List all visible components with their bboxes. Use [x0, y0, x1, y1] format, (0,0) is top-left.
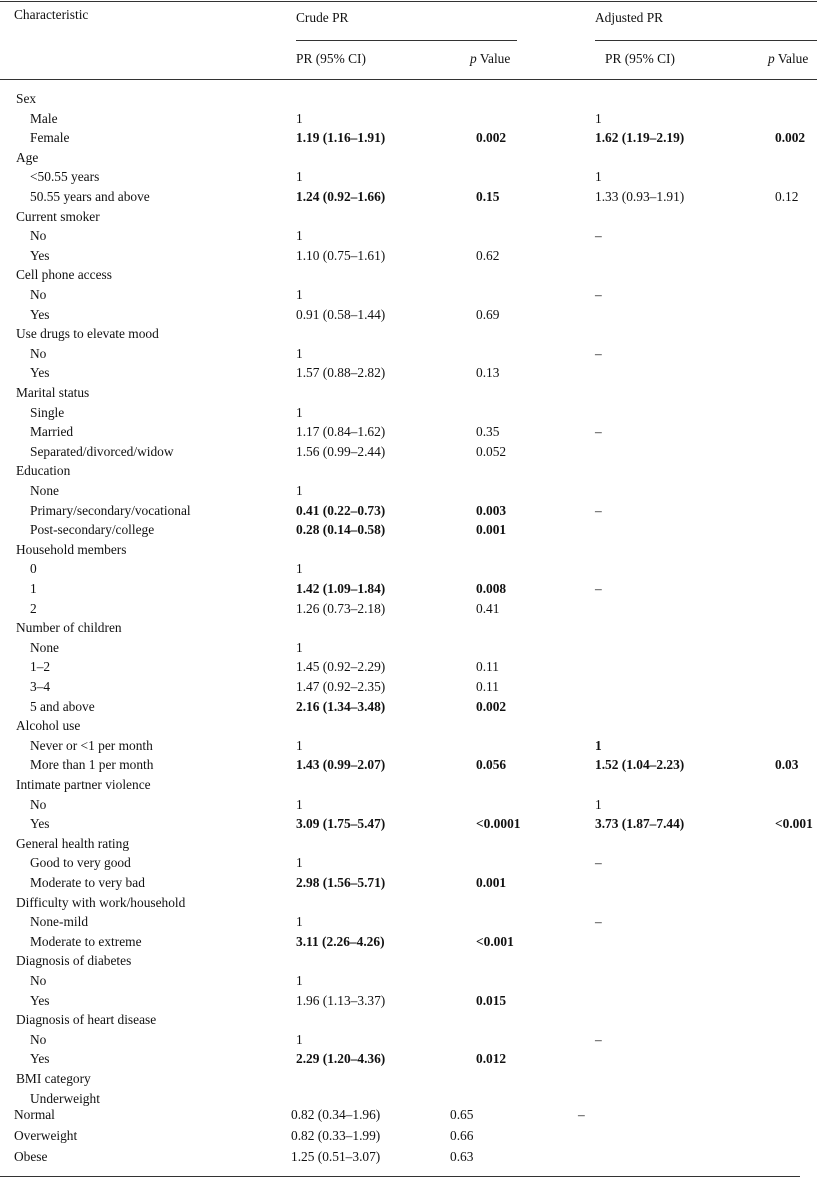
crude-p-cell: 0.11 [476, 679, 499, 694]
adjusted-pr-cell: 1 [595, 737, 602, 753]
row-label: Education [16, 463, 71, 479]
category-row [0, 835, 817, 855]
table-row [0, 188, 817, 208]
table-row [0, 698, 817, 718]
crude-pr-cell: 1.56 (0.99–2.44) [296, 443, 386, 459]
table-row [0, 933, 817, 953]
row-label: Use drugs to elevate mood [16, 326, 159, 342]
crude-pr-cell: 1.42 (1.09–1.84) [296, 581, 386, 596]
crude-p-cell: 0.11 [476, 659, 499, 675]
bmi-row [0, 1106, 817, 1126]
crude-p-cell: 0.052 [476, 443, 507, 459]
table-row [0, 972, 817, 992]
crude-p-cell: 0.001 [476, 875, 507, 890]
adjusted-p-cell: 0.002 [775, 130, 806, 146]
table-row [0, 110, 817, 130]
table-row [0, 502, 817, 522]
crude-pr-cell: 1 [296, 914, 303, 930]
row-label: Good to very good [30, 855, 131, 871]
crude-p-cell: 0.15 [476, 189, 500, 204]
row-label: No [30, 1031, 47, 1047]
table-row [0, 482, 817, 502]
category-row [0, 619, 817, 639]
crude-p-cell: 0.69 [476, 306, 500, 322]
row-label: Age [16, 149, 39, 165]
crude-p-cell: 0.003 [476, 502, 507, 518]
adjusted-pr-cell: 1.52 (1.04–2.23) [595, 757, 685, 773]
header-crude-pr: Crude PR [296, 10, 349, 25]
row-label: Married [30, 424, 74, 440]
crude-subheader-rule [296, 40, 517, 41]
crude-pr-cell: 1.25 (0.51–3.07) [291, 1149, 381, 1164]
table-bottom-rule [0, 1176, 800, 1177]
category-row [0, 384, 817, 404]
crude-pr-cell: 1.96 (1.13–3.37) [296, 992, 386, 1008]
row-label: Never or <1 per month [30, 737, 153, 753]
row-label: None [30, 639, 60, 655]
adjusted-pr-cell: – [595, 1031, 602, 1047]
crude-pr-cell: 0.82 (0.33–1.99) [291, 1128, 381, 1143]
row-label: Alcohol use [16, 718, 81, 734]
table-row [0, 796, 817, 816]
crude-pr-cell: 2.16 (1.34–3.48) [296, 698, 386, 714]
table-row [0, 658, 817, 678]
table-top-rule [0, 1, 817, 2]
table-row [0, 1050, 817, 1070]
table-row [0, 168, 817, 188]
crude-pr-cell: 1 [296, 345, 303, 361]
row-label: No [30, 796, 47, 812]
row-label: 1–2 [30, 659, 51, 675]
adjusted-p-cell: 0.12 [775, 189, 799, 204]
row-label: Yes [30, 992, 50, 1008]
header-value-text: Value [479, 51, 511, 66]
crude-pr-cell: 1 [296, 1031, 303, 1047]
row-label: Normal [14, 1107, 55, 1122]
crude-pr-cell: 1 [296, 561, 303, 577]
row-label: Cell phone access [16, 267, 112, 283]
crude-pr-cell: 1.10 (0.75–1.61) [296, 247, 386, 263]
table-row [0, 443, 817, 463]
category-row [0, 149, 817, 169]
header-p-italic: p [768, 51, 775, 66]
row-label: No [30, 973, 47, 988]
table-row [0, 521, 817, 541]
row-label: Yes [30, 1051, 50, 1067]
crude-pr-cell: 1 [296, 973, 303, 988]
table-row [0, 913, 817, 933]
row-label: Yes [30, 247, 50, 263]
crude-pr-cell: 1 [296, 855, 303, 871]
crude-pr-cell: 1.26 (0.73–2.18) [296, 600, 386, 616]
adjusted-pr-cell: – [595, 345, 602, 361]
row-label: Moderate to extreme [30, 933, 142, 949]
adjusted-pr-cell: – [595, 228, 602, 244]
table-row [0, 423, 817, 443]
row-label: BMI category [16, 1071, 91, 1086]
crude-pr-cell: 1.57 (0.88–2.82) [296, 365, 386, 381]
crude-p-cell: <0.0001 [476, 816, 521, 832]
category-row [0, 541, 817, 561]
row-label: Difficulty with work/household [16, 894, 186, 910]
row-label: Marital status [16, 385, 90, 400]
table-row [0, 227, 817, 247]
crude-p-cell: 0.63 [450, 1149, 474, 1164]
adjusted-pr-cell: 1.62 (1.19–2.19) [595, 130, 685, 146]
row-label: Moderate to very bad [30, 875, 145, 890]
crude-pr-cell: 0.82 (0.34–1.96) [291, 1107, 381, 1122]
crude-pr-cell: 1.24 (0.92–1.66) [296, 189, 386, 204]
row-label: Yes [30, 365, 50, 381]
row-label: Post-secondary/college [30, 522, 155, 538]
row-label: 5 and above [30, 698, 95, 714]
table-row [0, 247, 817, 267]
row-label: General health rating [16, 835, 130, 851]
row-label: Male [30, 110, 58, 126]
row-label: Intimate partner violence [16, 777, 151, 792]
category-row [0, 90, 817, 110]
crude-p-cell: 0.012 [476, 1051, 507, 1067]
crude-pr-cell: 3.09 (1.75–5.47) [296, 816, 386, 832]
adjusted-pr-cell: 1 [595, 169, 602, 185]
crude-p-cell: 0.002 [476, 130, 507, 146]
category-row [0, 776, 817, 796]
row-label: No [30, 228, 47, 244]
table-row [0, 756, 817, 776]
row-label: Single [30, 404, 65, 420]
crude-p-cell: 0.41 [476, 600, 500, 616]
row-label: Separated/divorced/widow [30, 443, 174, 459]
row-label: Number of children [16, 620, 122, 636]
row-label: Yes [30, 816, 50, 832]
crude-pr-cell: 1.19 (1.16–1.91) [296, 130, 386, 146]
adjusted-p-cell: <0.001 [775, 816, 813, 832]
crude-pr-cell: 3.11 (2.26–4.26) [296, 933, 385, 949]
header-p-italic: p [470, 51, 477, 66]
row-label: 2 [30, 600, 37, 616]
table-row [0, 345, 817, 365]
crude-p-cell: 0.65 [450, 1107, 474, 1122]
crude-p-cell: 0.002 [476, 698, 507, 714]
row-label: Underweight [30, 1090, 100, 1106]
adjusted-pr-cell: 1.33 (0.93–1.91) [595, 189, 685, 204]
table-row [0, 129, 817, 149]
crude-pr-cell: 1 [296, 796, 303, 812]
row-label: Diagnosis of diabetes [16, 953, 132, 969]
adjusted-pr-cell: – [595, 581, 602, 596]
crude-pr-cell: 1.47 (0.92–2.35) [296, 679, 386, 694]
crude-pr-cell: 1 [296, 287, 303, 302]
adjusted-pr-cell: – [595, 287, 602, 302]
header-crude-p-value [470, 51, 510, 67]
crude-p-cell: 0.015 [476, 992, 507, 1008]
crude-pr-cell: 0.41 (0.22–0.73) [296, 502, 386, 518]
crude-p-cell: 0.008 [476, 581, 507, 596]
header-characteristic: Characteristic [14, 7, 89, 22]
category-row [0, 717, 817, 737]
row-label: No [30, 345, 47, 361]
crude-p-cell: 0.62 [476, 247, 500, 263]
adjusted-pr-cell: – [595, 914, 602, 930]
table-row [0, 1031, 817, 1051]
table-row [0, 737, 817, 757]
table-row [0, 286, 817, 306]
header-adjusted-p-value [768, 51, 808, 67]
crude-p-cell: 0.66 [450, 1128, 474, 1143]
table-row [0, 874, 817, 894]
row-label: 1 [30, 581, 37, 596]
category-row [0, 325, 817, 345]
table-row [0, 815, 817, 835]
category-row [0, 1011, 817, 1031]
header-crude-pr-ci: PR (95% CI) [296, 51, 366, 66]
row-label: Household members [16, 541, 127, 557]
bmi-row [0, 1148, 817, 1168]
row-label: <50.55 years [30, 169, 100, 185]
row-label: More than 1 per month [30, 757, 154, 773]
adjusted-p-cell: 0.03 [775, 757, 799, 773]
adjusted-pr-cell: – [595, 424, 602, 440]
crude-pr-cell: 2.29 (1.20–4.36) [296, 1051, 386, 1067]
crude-pr-cell: 2.98 (1.56–5.71) [296, 875, 386, 890]
row-label: Current smoker [16, 208, 100, 224]
row-label: No [30, 287, 47, 302]
row-label: Yes [30, 306, 50, 322]
adjusted-pr-cell: 1 [595, 796, 602, 812]
row-label: Primary/secondary/vocational [30, 502, 191, 518]
crude-p-cell: <0.001 [476, 933, 514, 949]
header-adjusted-pr-ci: PR (95% CI) [605, 51, 675, 66]
crude-pr-cell: 1 [296, 639, 303, 655]
header-value-text: Value [777, 51, 809, 66]
row-label: 3–4 [30, 679, 51, 694]
crude-pr-cell: 1.17 (0.84–1.62) [296, 424, 386, 440]
category-row [0, 952, 817, 972]
table-row [0, 560, 817, 580]
header-bottom-rule [0, 79, 817, 80]
row-label: 50.55 years and above [30, 189, 150, 204]
category-row [0, 1070, 817, 1090]
adjusted-pr-cell: – [595, 855, 602, 871]
table-row [0, 854, 817, 874]
crude-pr-cell: 1 [296, 228, 303, 244]
crude-pr-cell: 0.28 (0.14–0.58) [296, 522, 386, 538]
table-row [0, 580, 817, 600]
category-row [0, 462, 817, 482]
crude-pr-cell: 1 [296, 483, 303, 498]
crude-pr-cell: 0.91 (0.58–1.44) [296, 306, 386, 322]
crude-pr-cell: 1.43 (0.99–2.07) [296, 757, 386, 773]
category-row [0, 208, 817, 228]
adjusted-pr-cell: – [578, 1107, 585, 1122]
table-row [0, 404, 817, 424]
table-row [0, 600, 817, 620]
crude-pr-cell: 1 [296, 404, 303, 420]
crude-p-cell: 0.35 [476, 424, 500, 440]
crude-p-cell: 0.056 [476, 757, 507, 773]
header-adjusted-pr: Adjusted PR [595, 10, 664, 25]
crude-p-cell: 0.13 [476, 365, 500, 381]
adjusted-pr-cell: 1 [595, 110, 602, 126]
adjusted-subheader-rule [595, 40, 817, 41]
row-label: Overweight [14, 1128, 78, 1143]
bmi-row [0, 1127, 817, 1147]
row-label: Female [30, 130, 70, 146]
crude-p-cell: 0.001 [476, 522, 507, 538]
row-label: Obese [14, 1149, 48, 1164]
table-row [0, 678, 817, 698]
row-label: None [30, 483, 60, 498]
table-row [0, 992, 817, 1012]
table-row [0, 306, 817, 326]
category-row [0, 266, 817, 286]
adjusted-pr-cell: 3.73 (1.87–7.44) [595, 816, 685, 832]
crude-pr-cell: 1 [296, 169, 303, 185]
row-label: None-mild [30, 914, 89, 930]
adjusted-pr-cell: – [595, 502, 602, 518]
row-label: 0 [30, 561, 37, 577]
table-row [0, 639, 817, 659]
category-row [0, 894, 817, 914]
row-label: Diagnosis of heart disease [16, 1012, 157, 1028]
row-label: Sex [16, 91, 37, 106]
crude-pr-cell: 1 [296, 737, 303, 753]
crude-pr-cell: 1 [296, 110, 303, 126]
table-row [0, 364, 817, 384]
crude-pr-cell: 1.45 (0.92–2.29) [296, 659, 386, 675]
